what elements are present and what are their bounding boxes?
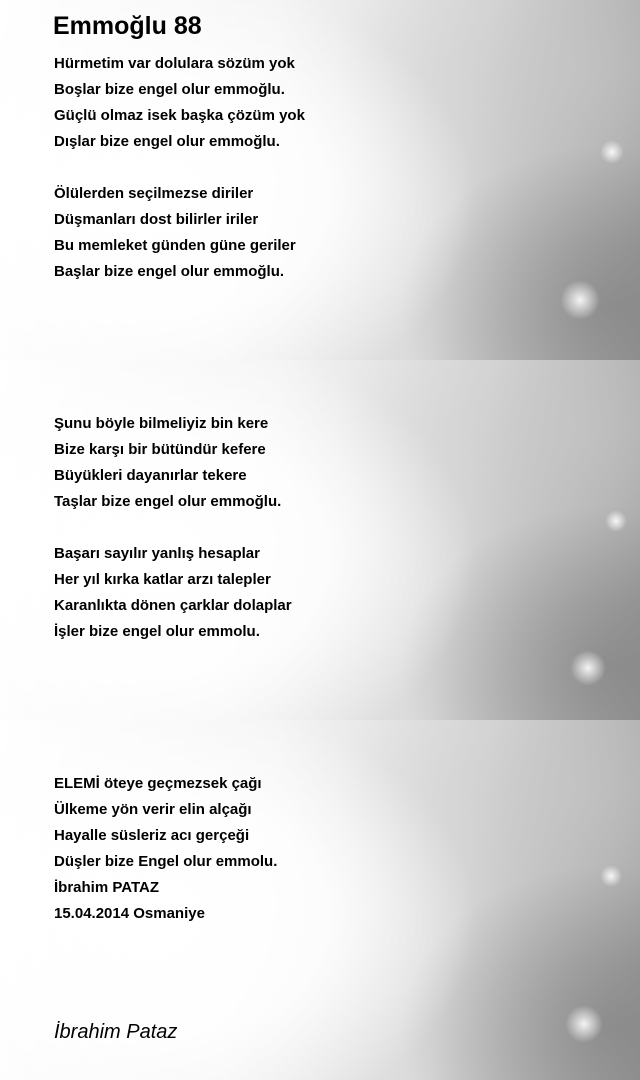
poem-line: Düşmanları dost bilirler iriler: [54, 211, 259, 228]
poem-line: Başlar bize engel olur emmoğlu.: [54, 263, 285, 280]
poem-line: Boşlar bize engel olur emmoğlu.: [54, 81, 285, 98]
background-panel-middle: [0, 360, 640, 720]
stanza: [54, 541, 292, 645]
poem-line: Karanlıkta dönen çarklar dolaplar: [54, 597, 292, 614]
background-panel-top: [0, 0, 640, 360]
poem-line: Ülkeme yön verir elin alçağı: [54, 801, 252, 818]
poem-line: Başarı sayılır yanlış hesaplar: [54, 545, 260, 562]
poem-title: Emmoğlu 88: [53, 12, 202, 40]
poem-line: ELEMİ öteye geçmezsek çağı: [54, 775, 262, 792]
poem-line: Ölülerden seçilmezse diriler: [54, 185, 254, 202]
poem-line: Bu memleket günden güne geriler: [54, 237, 296, 254]
author-signature: İbrahim Pataz: [54, 1021, 178, 1043]
poem-line: Taşlar bize engel olur emmoğlu.: [54, 493, 282, 510]
stanza: [54, 51, 305, 155]
poem-line: Büyükleri dayanırlar tekere: [54, 467, 247, 484]
poem-line: Dışlar bize engel olur emmoğlu.: [54, 133, 280, 150]
poem-line: Her yıl kırka katlar arzı talepler: [54, 571, 271, 588]
poem-line: Hürmetim var dolulara sözüm yok: [54, 55, 295, 72]
poem-line: Hayalle süsleriz acı gerçeği: [54, 827, 250, 844]
poem-line: Bize karşı bir bütündür kefere: [54, 441, 266, 458]
poem-author-line: İbrahim PATAZ: [54, 879, 159, 896]
stanza: [54, 411, 281, 515]
poem-line: Düşler bize Engel olur emmolu.: [54, 853, 278, 870]
poem-line: Güçlü olmaz isek başka çözüm yok: [54, 107, 305, 124]
poem-line: Şunu böyle bilmeliyiz bin kere: [54, 415, 269, 432]
poem-date-place-line: 15.04.2014 Osmaniye: [54, 905, 205, 922]
poem-line: İşler bize engel olur emmolu.: [54, 623, 260, 640]
stanza: [54, 181, 296, 285]
stanza: [54, 771, 277, 927]
background-panel-bottom: [0, 720, 640, 1080]
